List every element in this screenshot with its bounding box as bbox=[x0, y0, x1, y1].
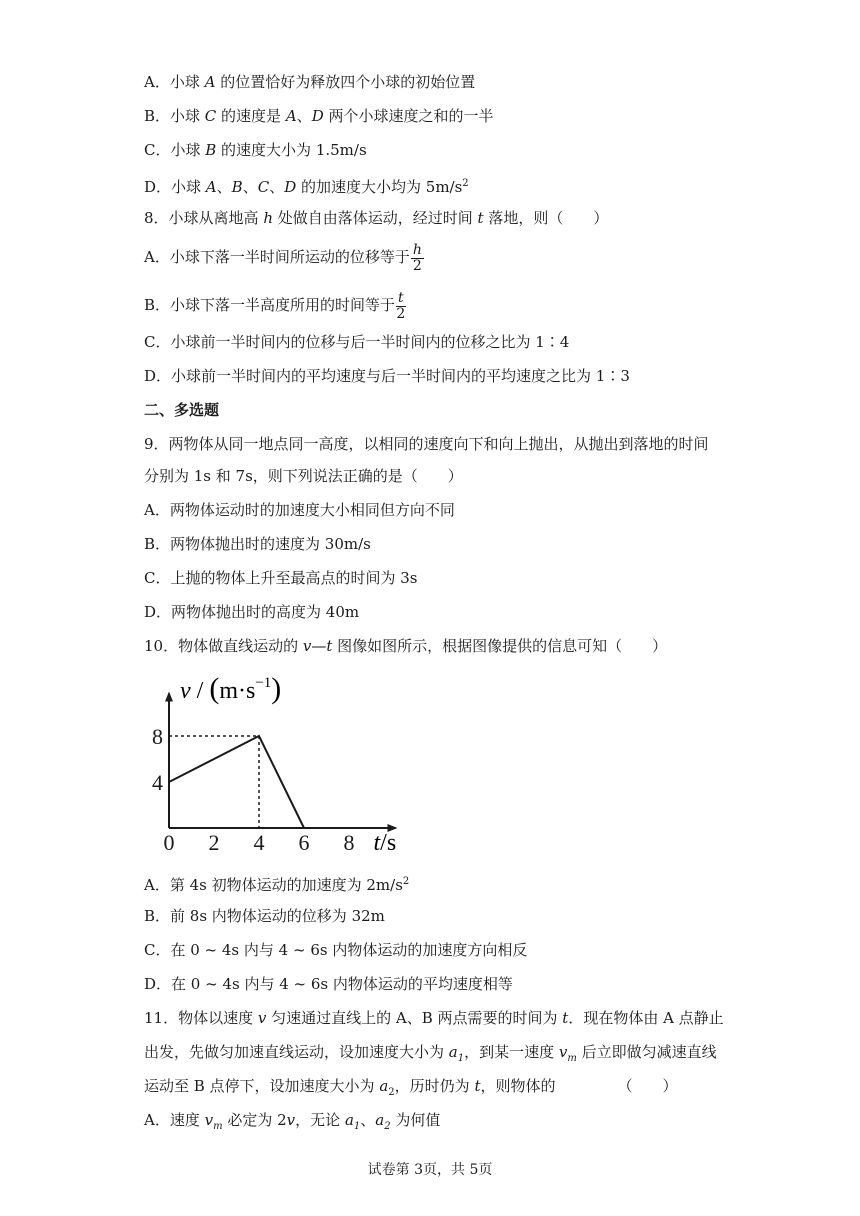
q11-a-var-a2: a bbox=[375, 1111, 385, 1129]
q7-d-sep-3: 、 bbox=[269, 178, 285, 196]
q8-var-h: h bbox=[263, 209, 273, 227]
q11-option-a bbox=[144, 1110, 440, 1137]
q11-a-text-1: A．速度 bbox=[144, 1111, 205, 1129]
q11-l2-sub-1: 1 bbox=[457, 1053, 465, 1064]
q11-l3-text-2: ，历时仍为 bbox=[394, 1077, 475, 1095]
x-axis-label bbox=[374, 830, 397, 855]
q11-l3-paren: （ ） bbox=[617, 1077, 678, 1095]
q8-stem-text-2: 处做自由落体运动，经过时间 bbox=[272, 209, 478, 227]
q11-a-text-3: ，无论 bbox=[295, 1111, 345, 1129]
q10-option-a bbox=[144, 872, 409, 895]
q9-stem-line-1: 9．两物体从同一地点同一高度，以相同的速度向下和向上抛出，从抛出到落地的时间 bbox=[144, 435, 709, 453]
q11-stem-line-3 bbox=[144, 1076, 678, 1103]
q11-a-sub-2: 2 bbox=[384, 1121, 391, 1132]
q8-var-t: t bbox=[477, 209, 484, 227]
y-axis-label: $v / (m\cdot s^{-1})$ bbox=[180, 672, 282, 705]
q10-vt: v—t bbox=[302, 637, 333, 655]
q7-b-text-3: 两个小球速度之和的一半 bbox=[323, 107, 494, 125]
q8-b-denominator: 2 bbox=[396, 305, 406, 322]
q7-a-var: A bbox=[204, 73, 216, 91]
q11-a-sub-m: m bbox=[213, 1121, 223, 1132]
q11-l1-text-3: ．现在物体由 A 点静止 bbox=[568, 1009, 724, 1027]
q8-a-denominator: 2 bbox=[412, 257, 422, 274]
q8-stem-text-3: 落地，则（ ） bbox=[483, 209, 609, 227]
q7-d-var-d: D bbox=[284, 178, 297, 196]
q10-option-d: D．在 0 ~ 4s 内与 4 ~ 6s 内物体运动的平均速度相等 bbox=[144, 975, 513, 993]
vt-graph bbox=[140, 670, 420, 855]
q11-a-text-4: 为何值 bbox=[390, 1111, 441, 1129]
q7-d-var-b: B bbox=[231, 178, 243, 196]
q7-option-d bbox=[144, 174, 469, 197]
q7-b-text-1: B．小球 bbox=[144, 107, 205, 125]
q10-stem-text-2: 图像如图所示，根据图像提供的信息可知（ ） bbox=[332, 637, 668, 655]
q9-option-b: B．两物体抛出时的速度为 30m/s bbox=[144, 535, 371, 553]
q7-b-sep: 、 bbox=[296, 107, 312, 125]
x-tick-label: 6 bbox=[298, 830, 310, 855]
q8-option-a bbox=[144, 242, 424, 274]
q7-option-c bbox=[144, 140, 367, 160]
q7-d-text-1: D．小球 bbox=[144, 178, 206, 196]
q11-l1-text-2: 匀速通过直线上的 A、B 两点需要的时间为 bbox=[266, 1009, 563, 1027]
x-tick-label: 8 bbox=[343, 830, 355, 855]
q11-a-var-v2: v bbox=[286, 1111, 296, 1129]
q11-l2-text-3: 后立即做匀减速直线 bbox=[576, 1043, 717, 1061]
q7-b-var-a: A bbox=[285, 107, 297, 125]
x-axis-unit: /s bbox=[380, 830, 397, 855]
q7-b-var-d: D bbox=[311, 107, 324, 125]
y-axis-unit: m·s bbox=[219, 678, 256, 704]
q7-b-var-c: C bbox=[204, 107, 217, 125]
x-tick-label: 0 bbox=[163, 830, 175, 855]
q11-l1-var-t: t bbox=[562, 1009, 569, 1027]
q8-b-text: B．小球下落一半高度所用的时间等于 bbox=[144, 296, 396, 314]
q10-stem bbox=[144, 636, 667, 656]
q8-stem-text-1: 8．小球从离地高 bbox=[144, 209, 264, 227]
q7-b-text-2: 的速度是 bbox=[216, 107, 286, 125]
q11-l3-var-t: t bbox=[474, 1077, 481, 1095]
q11-l2-text-2: ，到某一速度 bbox=[464, 1043, 559, 1061]
q8-a-fraction bbox=[411, 243, 424, 274]
y-axis-unit-exponent: −1 bbox=[255, 675, 272, 691]
q11-a-sub-1: 1 bbox=[353, 1121, 361, 1132]
q11-l1-var-v: v bbox=[257, 1009, 267, 1027]
q8-b-numerator: t bbox=[398, 289, 404, 306]
q7-d-exponent: 2 bbox=[462, 178, 469, 189]
q11-a-var-v: v bbox=[204, 1111, 214, 1129]
x-axis-var: t bbox=[373, 830, 381, 855]
q11-l3-var-a: a bbox=[379, 1077, 389, 1095]
q11-l2-var-v: v bbox=[558, 1043, 568, 1061]
q11-l3-sub-2: 2 bbox=[388, 1087, 395, 1098]
q7-c-var: B bbox=[205, 141, 217, 159]
q11-a-text-2: 必定为 2 bbox=[222, 1111, 287, 1129]
q8-b-fraction bbox=[396, 291, 406, 322]
q10-a-exponent: 2 bbox=[402, 876, 410, 887]
section-title: 二、多选题 bbox=[144, 401, 220, 419]
q7-d-var-a: A bbox=[205, 178, 217, 196]
q8-a-numerator: h bbox=[412, 241, 422, 258]
q8-option-c: C．小球前一半时间内的位移与后一半时间内的位移之比为 1∶4 bbox=[144, 333, 570, 351]
q10-stem-text-1: 10．物体做直线运动的 bbox=[144, 637, 303, 655]
q7-d-text-2: 的加速度大小均为 5m/s bbox=[296, 178, 463, 196]
q7-c-text-1: C．小球 bbox=[144, 141, 206, 159]
q10-option-c: C．在 0 ~ 4s 内与 4 ~ 6s 内物体运动的加速度方向相反 bbox=[144, 941, 528, 959]
q8-a-text: A．小球下落一半时间所运动的位移等于 bbox=[144, 248, 410, 266]
q7-a-text-1: A．小球 bbox=[144, 73, 205, 91]
q9-option-d: D．两物体抛出时的高度为 40m bbox=[144, 603, 360, 621]
q10-option-b: B．前 8s 内物体运动的位移为 32m bbox=[144, 907, 385, 925]
q9-option-c: C．上抛的物体上升至最高点的时间为 3s bbox=[144, 569, 418, 587]
q11-l2-text-1: 出发，先做匀加速直线运动，设加速度大小为 bbox=[144, 1043, 449, 1061]
q11-l3-text-1: 运动至 B 点停下，设加速度大小为 bbox=[144, 1077, 380, 1095]
q7-a-text-2: 的位置恰好为释放四个小球的初始位置 bbox=[215, 73, 476, 91]
y-axis-var: v bbox=[180, 678, 191, 704]
q8-option-b bbox=[144, 290, 406, 322]
q7-option-a bbox=[144, 72, 475, 92]
q9-option-a: A．两物体运动时的加速度大小相同但方向不同 bbox=[144, 501, 455, 519]
q7-d-sep-1: 、 bbox=[216, 178, 232, 196]
q11-a-sep: 、 bbox=[360, 1111, 376, 1129]
q11-a-var-a1: a bbox=[344, 1111, 354, 1129]
y-tick-label: 8 bbox=[152, 724, 163, 749]
q7-d-var-c: C bbox=[257, 178, 270, 196]
velocity-line bbox=[169, 736, 304, 828]
q10-a-text: A．第 4s 初物体运动的加速度为 2m/s bbox=[144, 876, 403, 894]
x-tick-label: 2 bbox=[208, 830, 220, 855]
q11-l2-sub-m: m bbox=[567, 1053, 577, 1064]
q8-option-d: D．小球前一半时间内的平均速度与后一半时间内的平均速度之比为 1∶3 bbox=[144, 367, 630, 385]
q11-stem-line-2 bbox=[144, 1042, 717, 1069]
page-footer: 试卷第 3页，共 5页 bbox=[367, 1162, 493, 1178]
q11-stem-line-1 bbox=[144, 1008, 724, 1028]
q11-l2-var-a: a bbox=[448, 1043, 458, 1061]
q11-l3-text-3: ，则物体的 bbox=[480, 1077, 556, 1095]
q7-c-text-2: 的速度大小为 1.5m/s bbox=[216, 141, 367, 159]
q7-d-sep-2: 、 bbox=[242, 178, 258, 196]
q11-l1-text-1: 11．物体以速度 bbox=[144, 1009, 258, 1027]
x-tick-label: 4 bbox=[253, 830, 265, 855]
q9-stem-line-2: 分别为 1s 和 7s，则下列说法正确的是（ ） bbox=[144, 467, 463, 485]
y-tick-label: 4 bbox=[152, 770, 163, 795]
q8-stem bbox=[144, 208, 608, 228]
q7-option-b bbox=[144, 106, 494, 126]
